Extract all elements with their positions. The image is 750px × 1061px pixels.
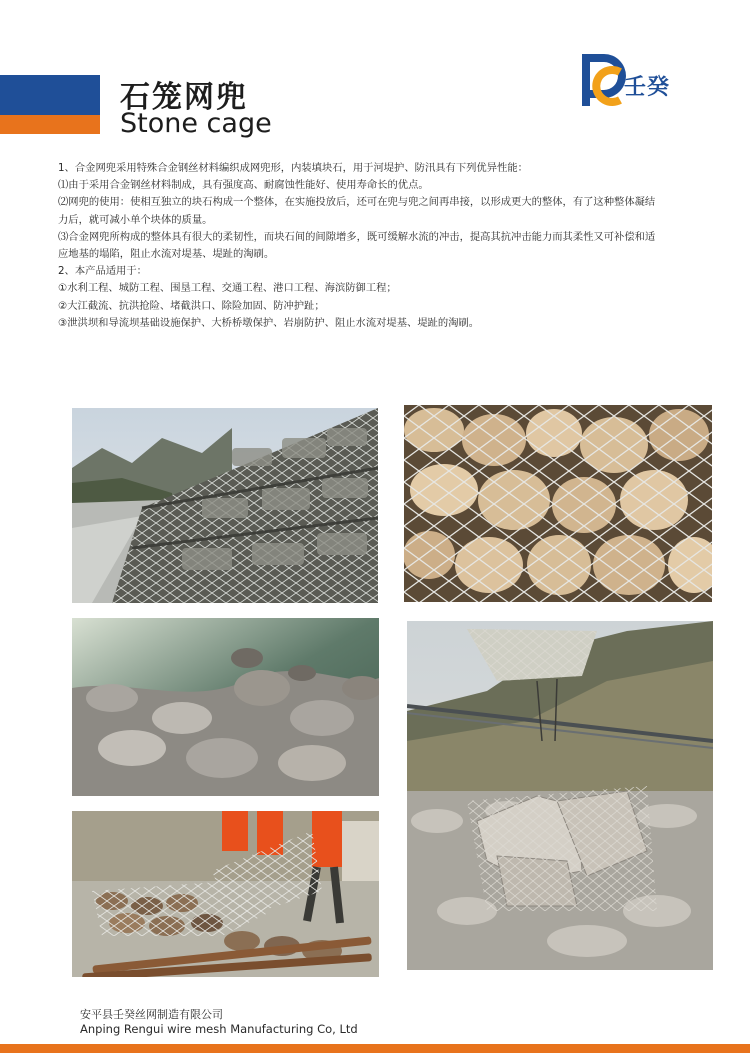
desc-line: 2、本产品适用于： (58, 265, 147, 278)
photo-workers-gabion (72, 811, 379, 977)
company-name-en: Anping Rengui wire mesh Manufacturing Co, Ltd (80, 1022, 358, 1036)
header-accent-blue (0, 75, 100, 115)
desc-line: ⑵网兜的使用：使相互独立的块石构成一个整体，在实施投放后，还可在兜与兜之间再串接，以形成更大的整体，有了这种整体凝结 (58, 196, 656, 209)
photo-stones-in-mesh (404, 405, 712, 602)
company-name-cn: 安平县壬癸丝网制造有限公司 (80, 1008, 223, 1021)
page-title-cn: 石笼网兜 (120, 80, 248, 115)
header-accent-orange (0, 115, 100, 134)
page-title-en: Stone cage (120, 108, 272, 139)
photo-gabion-wall (72, 408, 378, 603)
desc-line: 力后，就可减小单个块体的质量。 (58, 213, 213, 226)
product-description (58, 160, 703, 332)
photo-crane-gabion-bag (407, 621, 713, 970)
footer-accent-bar (0, 1044, 750, 1053)
logo-text: 壬癸 (624, 75, 671, 100)
desc-line: ⑴由于采用合金钢丝材料制成，具有强度高、耐腐蚀性能好、使用寿命长的优点。 (58, 179, 429, 192)
desc-line: 应地基的塌陷，阻止水流对堤基、堤趾的淘刷。 (58, 248, 275, 261)
desc-line: 1、合金网兜采用特殊合金钢丝材料编织成网兜形，内装填块石，用于河堤护、防汛具有下列优异性能： (58, 162, 528, 174)
desc-line: ①水利工程、城防工程、围垦工程、交通工程、港口工程、海滨防御工程； (58, 282, 397, 295)
desc-line: ⑶合金网兜所构成的整体具有很大的柔韧性，而块石间的间隙增多，既可缓解水流的冲击，提高其抗冲击能力而其柔性又可补偿和适 (58, 230, 656, 243)
desc-line: ③泄洪坝和导流坝基础设施保护、大桥桥墩保护、岩崩防护、阻止水流对堤基、堤趾的淘刷。 (58, 316, 480, 329)
photo-riverbank-rocks (72, 618, 379, 796)
desc-line: ②大江截流、抗洪抢险、堵截洪口、除险加固、防冲护趾； (58, 299, 325, 312)
